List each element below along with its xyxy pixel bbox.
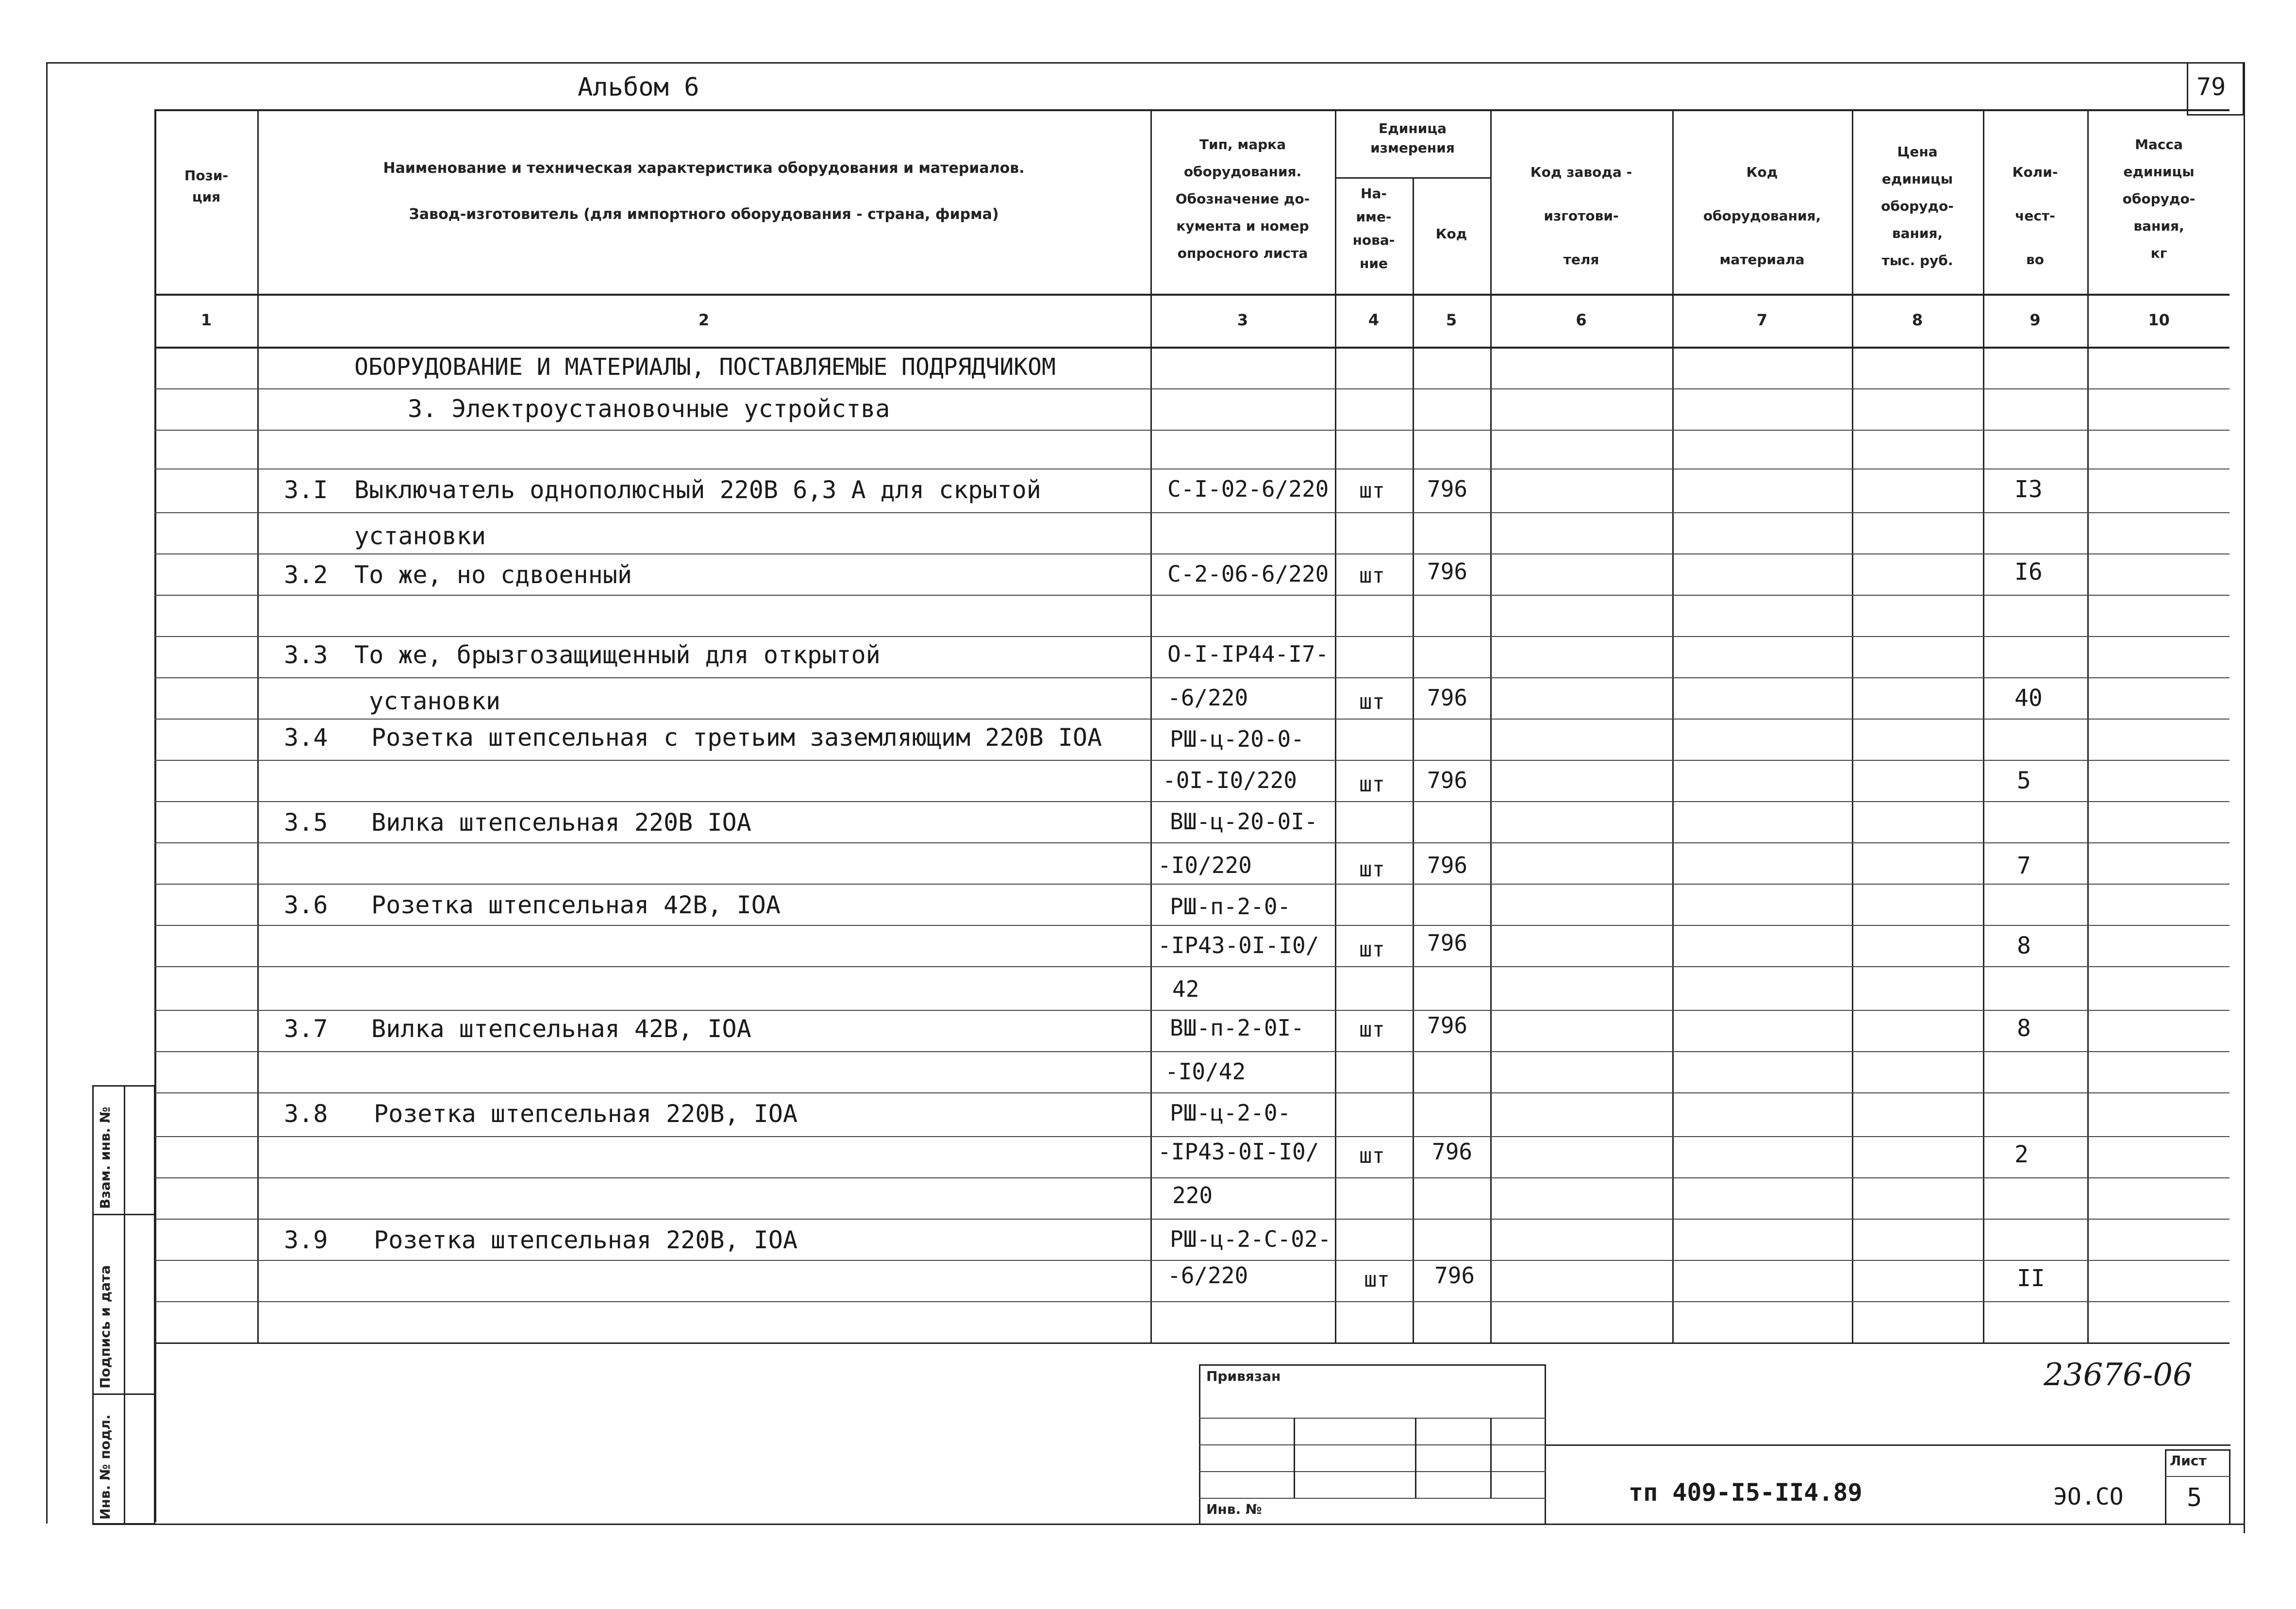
privyazan-col [1490,1418,1492,1498]
col-line-1 [257,109,259,1342]
table-body-bottom [154,1342,2229,1344]
row-type: -IP43-0I-I0/ [1158,932,1319,958]
row-name: установки [354,522,486,550]
col-number-8: 8 [1912,311,1923,329]
row-name: Розетка штепсельная 220В, IOA [374,1226,798,1254]
header-col2-line2: Завод-изготовитель (для импортного оборудования - страна, фирма) [409,206,999,223]
row-name: То же, но сдвоенный [354,561,632,589]
row-type: -6/220 [1167,1262,1248,1289]
row-line [154,801,2229,802]
title-block-top [1546,1444,2230,1446]
row-type: О-I-IP44-I7- [1167,641,1329,667]
row-qty: 8 [2017,1015,2031,1042]
row-code: 796 [1427,558,1468,585]
header-col3: Тип, марка оборудования. Обозначение до- кумента и номер опросного листа [1175,136,1310,261]
row-line [154,1260,2229,1261]
row-line [154,430,2229,431]
header-bottom-line [154,294,2229,296]
col-number-6: 6 [1576,311,1587,329]
side-strip-line [92,1393,155,1395]
side-label-inv-podl: Инв. № подл. [97,1414,113,1520]
row-code: 796 [1434,1262,1475,1289]
row-pos: 3.3 [284,641,328,669]
privyazan-label: Привязан [1206,1368,1281,1384]
row-line [154,1301,2229,1302]
sheet-label: Лист [2170,1453,2207,1469]
row-code: 796 [1427,685,1468,711]
row-line [154,925,2229,926]
header-col1: Пози- ция [184,168,229,205]
row-line [154,884,2229,885]
row-name: Розетка штепсельная с третьим заземляющим 220В IOA [371,723,1102,752]
row-qty: 2 [2014,1141,2029,1168]
row-unit: шт [1359,1017,1385,1042]
unit-group-line [1335,177,1490,179]
privyazan-line [1199,1444,1546,1445]
row-type: 220 [1172,1182,1213,1208]
row-pos: 3.5 [284,808,328,837]
row-unit: шт [1359,563,1385,588]
row-code: 796 [1427,767,1468,793]
header-col4: На- име- нова- ние [1352,185,1395,271]
row-code: 796 [1427,930,1468,956]
side-label-podpis: Подпись и дата [97,1265,113,1389]
row-code: 796 [1432,1139,1473,1165]
inv-no-label: Инв. № [1206,1501,1262,1517]
row-name: Вилка штепсельная 42В, IOA [371,1015,751,1043]
row-pos: 3.I [284,476,328,504]
row-unit: шт [1359,478,1385,503]
header-col2-line1: Наименование и техническая характеристика оборудования и материалов. [383,160,1025,177]
row-unit: шт [1359,772,1385,797]
col-line-9 [2087,109,2089,1342]
row-line [154,1010,2229,1011]
album-title: Альбом 6 [578,73,699,102]
row-line [154,636,2229,637]
row-line [154,1051,2229,1052]
header-unit-group: Единица измерения [1370,120,1455,156]
header-col6: Код завода - изготови- теля [1530,164,1632,268]
row-type: С-2-06-6/220 [1167,561,1329,587]
handwritten-number: 23676-06 [2044,1357,2193,1393]
row-line [154,512,2229,513]
row-line [154,388,2229,389]
row-qty: 40 [2014,685,2043,712]
header-col8: Цена единицы оборудо- вания, тыс. руб. [1881,144,1954,268]
row-line [154,677,2229,678]
row-type: ВШ-ц-20-0I- [1170,808,1318,835]
row-name: Вилка штепсельная 220В IOA [371,808,751,837]
col-line-8 [1983,109,1984,1342]
section-title: ОБОРУДОВАНИЕ И МАТЕРИАЛЫ, ПОСТАВЛЯЕМЫЕ ПОДРЯДЧИКОМ [354,353,1056,381]
row-name: Розетка штепсельная 220В, IOA [374,1100,798,1128]
row-type: 42 [1172,976,1199,1002]
row-type: -I0/220 [1158,852,1252,878]
row-name: То же, брызгозащищенный для открытой [354,641,881,669]
row-pos: 3.4 [284,723,328,752]
row-line [154,553,2229,554]
row-line [154,1219,2229,1220]
row-name: Выключатель однополюсный 220В 6,3 А для скрытой [354,476,1041,504]
bottom-border [92,1524,2245,1525]
col-number-10: 10 [2148,311,2170,329]
header-col5: Код [1435,226,1467,242]
row-qty: II [2017,1265,2045,1292]
numbers-bottom-line [154,347,2229,349]
privyazan-line [1199,1471,1546,1472]
row-code: 796 [1427,852,1468,878]
row-unit: шт [1364,1267,1390,1292]
row-type: -0I-I0/220 [1163,767,1297,793]
row-line [154,842,2229,843]
row-type: РШ-ц-2-С-02- [1170,1226,1331,1252]
row-code: 796 [1427,476,1468,502]
row-name: Розетка штепсельная 42В, IOA [371,891,781,919]
right-border [2244,62,2245,1533]
sheet-number: 5 [2187,1483,2202,1512]
col-line-5 [1490,109,1492,1342]
col-line-2 [1150,109,1152,1342]
col-line-3 [1335,109,1336,1342]
header-col7: Код оборудования, материала [1703,164,1821,268]
col-line-6 [1672,109,1674,1342]
row-pos: 3.9 [284,1226,328,1254]
row-type: РШ-ц-20-0- [1170,726,1304,752]
row-pos: 3.6 [284,891,328,919]
row-type: -I0/42 [1165,1058,1246,1085]
row-code: 796 [1427,1012,1468,1039]
row-line [154,719,2229,720]
row-unit: шт [1359,1143,1385,1168]
row-line [154,1136,2229,1137]
side-label-vzam: Взам. инв. № [97,1106,113,1209]
col-number-3: 3 [1237,311,1248,329]
row-type: РШ-п-2-0- [1170,893,1291,920]
page-number: 79 [2196,73,2226,101]
row-unit: шт [1359,689,1385,714]
col-number-2: 2 [698,311,710,329]
col-number-5: 5 [1446,311,1457,329]
col-number-4: 4 [1368,311,1380,329]
privyazan-line [1199,1498,1546,1499]
col-line-7 [1852,109,1853,1342]
row-line [154,1177,2229,1178]
privyazan-box [1199,1364,1546,1524]
row-pos: 3.8 [284,1100,328,1128]
sheet-box-line [2165,1476,2230,1477]
subsection-title: 3. Электроустановочные устройства [408,395,890,423]
document-code: тп 409-I5-II4.89 [1629,1478,1863,1507]
document-section: ЭО.СО [2053,1483,2124,1510]
row-qty: 7 [2017,852,2031,879]
col-number-9: 9 [2030,311,2041,329]
side-strip-divider [124,1085,125,1525]
row-type: -6/220 [1167,685,1248,711]
row-unit: шт [1359,937,1385,962]
row-qty: I3 [2014,476,2043,503]
row-type: -IP43-0I-I0/ [1158,1139,1319,1165]
row-qty: 8 [2017,932,2031,959]
row-qty: 5 [2017,767,2031,794]
row-line [154,966,2229,967]
col-number-1: 1 [200,311,212,329]
row-type: С-I-02-6/220 [1167,476,1329,502]
col-number-7: 7 [1756,311,1768,329]
row-pos: 3.2 [284,561,328,589]
row-type: ВШ-п-2-0I- [1170,1015,1304,1041]
header-col10: Масса единицы оборудо- вания, кг [2122,136,2196,261]
row-line [154,595,2229,596]
row-unit: шт [1359,857,1385,882]
row-line [154,1092,2229,1093]
privyazan-col [1294,1418,1295,1498]
row-line [154,760,2229,761]
header-col9: Коли- чест- во [2012,164,2058,268]
privyazan-line [1199,1418,1546,1419]
row-type: РШ-ц-2-0- [1170,1100,1291,1126]
row-qty: I6 [2014,558,2043,586]
side-strip-line [92,1214,155,1215]
row-pos: 3.7 [284,1015,328,1043]
privyazan-col [1415,1418,1416,1498]
row-name: установки [369,687,500,715]
